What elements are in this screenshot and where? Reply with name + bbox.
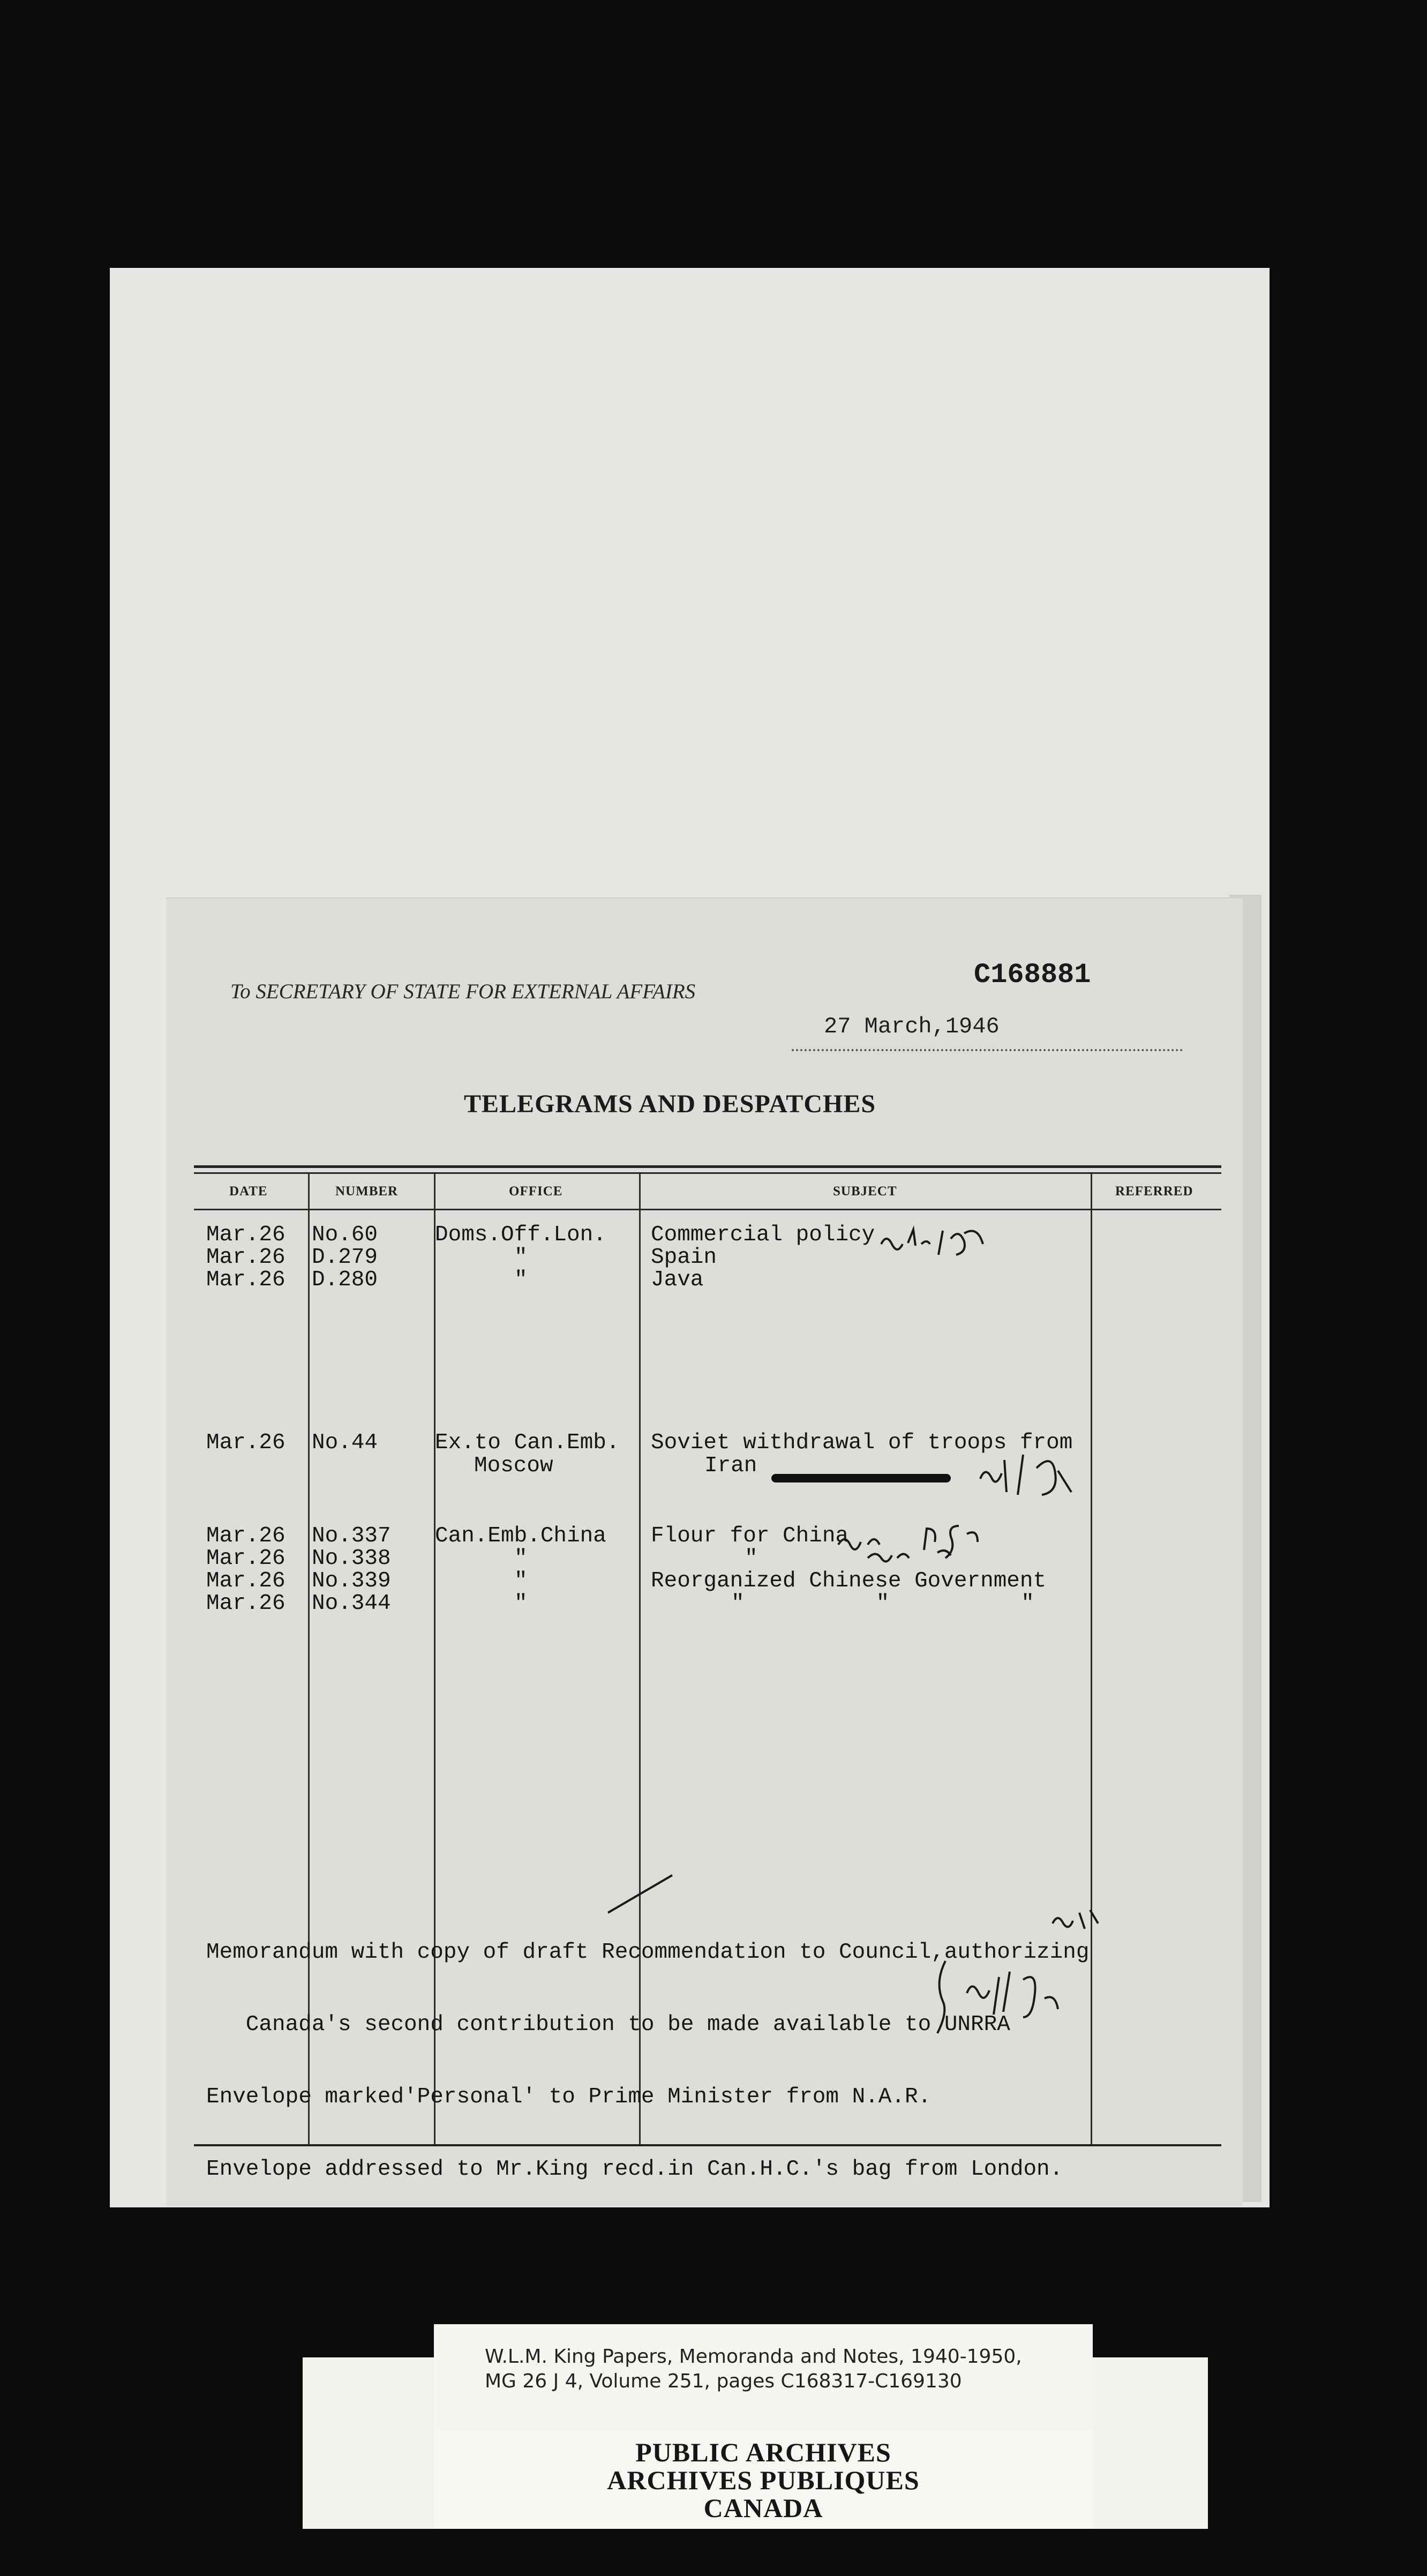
row-office: " [514, 1591, 528, 1616]
memo-line: Memorandum with copy of draft Recommendation to Council,authorizing [206, 1940, 1090, 1965]
row-date: Mar.26 [206, 1524, 286, 1548]
row-subject: Spain [651, 1245, 717, 1270]
row-number: No.44 [312, 1431, 378, 1455]
table-header-rule [194, 1209, 1221, 1210]
handwritten-initials [878, 1223, 1007, 1260]
table-top-rule-thin [194, 1172, 1221, 1174]
row-subject-line2: Iran [704, 1454, 757, 1478]
row-subject: Soviet withdrawal of troops from [651, 1431, 1073, 1455]
row-number: D.280 [312, 1268, 378, 1292]
row-date: Mar.26 [206, 1591, 286, 1616]
stamp-line: PUBLIC ARCHIVES [635, 2437, 891, 2467]
column-header-date: DATE [229, 1184, 268, 1199]
row-subject: Commercial policy [651, 1223, 875, 1247]
citation-line: W.L.M. King Papers, Memoranda and Notes, 1940-1950, [485, 2346, 1022, 2368]
row-office: " [514, 1245, 528, 1270]
column-header-number: NUMBER [335, 1184, 399, 1199]
row-subject: Reorganized Chinese Government [651, 1569, 1047, 1593]
row-number: No.344 [312, 1591, 391, 1616]
stamp-line: CANADA [703, 2493, 823, 2523]
memo-line: Envelope marked'Personal' to Prime Minister from N.A.R. [206, 2085, 932, 2109]
table-top-rule [194, 1165, 1221, 1168]
column-header-subject: SUBJECT [833, 1184, 897, 1199]
row-number: No.60 [312, 1223, 378, 1247]
memo-line: Envelope addressed to Mr.King recd.in Can.H.C.'s bag from London. [206, 2157, 1063, 2182]
row-office: Can.Emb.China [435, 1524, 606, 1548]
document-heading: TELEGRAMS AND DESPATCHES [464, 1090, 876, 1118]
row-office: Doms.Off.Lon. [435, 1223, 606, 1247]
row-subject: Flour for China [651, 1524, 849, 1548]
handwritten-initials [836, 1521, 996, 1563]
memo-line: Canada's second contribution to be made available to UNRRA [206, 2012, 1010, 2037]
document-date: 27 March,1946 [824, 1014, 1000, 1039]
citation-line: MG 26 J 4, Volume 251, pages C168317-C169130 [485, 2370, 962, 2392]
row-office: " [514, 1569, 528, 1593]
row-date: Mar.26 [206, 1546, 286, 1571]
column-header-office: OFFICE [509, 1184, 563, 1199]
redaction-bar [771, 1474, 951, 1482]
row-office: Ex.to Can.Emb. [435, 1431, 620, 1455]
column-header-referred: REFERRED [1115, 1184, 1193, 1199]
row-date: Mar.26 [206, 1268, 286, 1292]
row-office: " [514, 1268, 528, 1292]
date-dotted-line [792, 1049, 1183, 1051]
row-subject: Java [651, 1268, 704, 1292]
row-office: " [514, 1546, 528, 1571]
row-number: D.279 [312, 1245, 378, 1270]
row-subject: " [745, 1546, 758, 1571]
addressee-line: To SECRETARY OF STATE FOR EXTERNAL AFFAIRS [230, 980, 696, 1003]
row-number: No.338 [312, 1546, 391, 1571]
row-number: No.339 [312, 1569, 391, 1593]
handwritten-initials [978, 1449, 1101, 1503]
row-number: No.337 [312, 1524, 391, 1548]
row-date: Mar.26 [206, 1245, 286, 1270]
memo-notes [206, 1892, 1089, 2206]
document-number: C168881 [974, 959, 1091, 991]
row-date: Mar.26 [206, 1223, 286, 1247]
row-subject: " " " [731, 1591, 1034, 1616]
row-date: Mar.26 [206, 1431, 286, 1455]
row-date: Mar.26 [206, 1569, 286, 1593]
stamp-line: ARCHIVES PUBLIQUES [607, 2465, 920, 2495]
row-office-line2: Moscow [474, 1454, 553, 1478]
